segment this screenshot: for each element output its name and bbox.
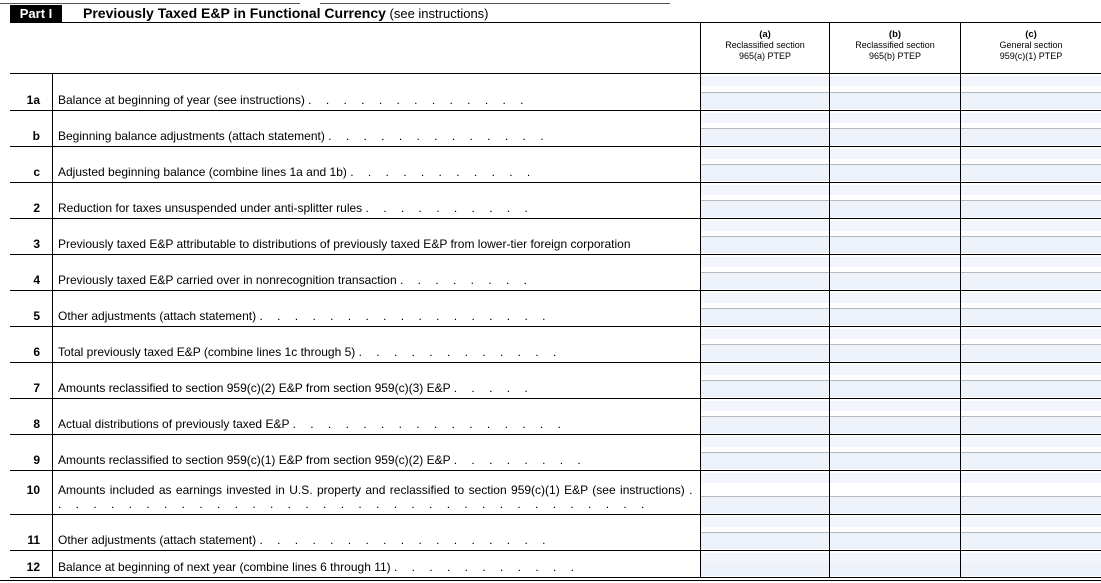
cell-top-tint xyxy=(961,76,1101,86)
cell-top-tint xyxy=(830,293,960,303)
cell-top-tint xyxy=(830,76,960,86)
line-number: 3 xyxy=(33,237,40,251)
amount-cell-col-b[interactable] xyxy=(830,417,960,433)
description-header-blank xyxy=(10,22,700,74)
leader-dots: . . . . . . . . . . . . . xyxy=(308,93,530,107)
line-label-separator xyxy=(52,147,53,183)
line-description-text: Other adjustments (attach statement) xyxy=(58,533,257,547)
cell-top-tint xyxy=(830,257,960,267)
cell-top-tint xyxy=(830,149,960,159)
amount-cell-col-c[interactable] xyxy=(961,345,1101,361)
amount-cell-col-b[interactable] xyxy=(830,345,960,361)
cell-top-tint xyxy=(701,113,829,123)
line-label-separator xyxy=(52,515,53,551)
table-row xyxy=(10,399,1101,435)
line-label-separator xyxy=(52,435,53,471)
leader-dots: . . . . . xyxy=(453,381,534,395)
cell-top-tint xyxy=(701,437,829,447)
cell-top-tint xyxy=(830,365,960,375)
table-row xyxy=(10,435,1101,471)
amount-cell-col-b[interactable] xyxy=(830,237,960,253)
amount-cell-col-a[interactable] xyxy=(701,93,829,109)
column-b-line1: Reclassified section xyxy=(855,40,935,50)
amount-cell-col-c[interactable] xyxy=(961,93,1101,109)
amount-cell-col-a[interactable] xyxy=(701,497,829,513)
leader-dots: . . . . . . . . . . . . . xyxy=(328,129,550,143)
leader-dots: . . . . . . . . . . . . . . . . . . . . . . . . . . . . . . . . . . . xyxy=(58,483,698,511)
line-description-text: Total previously taxed E&P (combine lines 1c through 5) xyxy=(58,345,356,359)
table-row xyxy=(10,291,1101,327)
line-description xyxy=(58,453,698,467)
amount-cell-col-a[interactable] xyxy=(701,237,829,253)
line-label-separator xyxy=(52,327,53,363)
cell-top-tint xyxy=(961,329,1101,339)
cell-top-tint xyxy=(961,473,1101,483)
leader-dots: . . . . . . . . . . xyxy=(365,201,534,215)
cell-top-tint xyxy=(961,221,1101,231)
column-c-letter: (c) xyxy=(1025,29,1037,40)
line-label-separator xyxy=(52,255,53,291)
line-number: 5 xyxy=(33,309,40,323)
table-row xyxy=(10,74,1101,111)
amount-cell-col-c[interactable] xyxy=(961,533,1101,549)
leader-dots: . . . . . . . . . . . . xyxy=(358,345,562,359)
line-description xyxy=(58,345,698,359)
line-number: 7 xyxy=(33,381,40,395)
cell-top-tint xyxy=(961,437,1101,447)
line-label-separator xyxy=(52,471,53,515)
cell-top-tint xyxy=(961,293,1101,303)
cell-top-tint xyxy=(961,365,1101,375)
amount-cell-col-a[interactable] xyxy=(701,165,829,181)
column-c-line2: 959(c)(1) PTEP xyxy=(999,51,1063,61)
amount-cell-col-a[interactable] xyxy=(701,129,829,145)
cell-top-tint xyxy=(830,221,960,231)
line-number: 12 xyxy=(26,560,40,574)
amount-cell-col-c[interactable] xyxy=(961,237,1101,253)
cell-top-tint xyxy=(830,401,960,411)
line-description-text: Amounts included as earnings invested in U.S. property and reclassified to section 959(c)(1) E&P (see instructions) xyxy=(58,483,685,497)
line-number: 6 xyxy=(33,345,40,359)
cell-top-tint xyxy=(830,329,960,339)
column-header-b xyxy=(829,22,960,74)
part-label: Part I xyxy=(10,5,62,22)
amount-cell-col-b[interactable] xyxy=(830,453,960,469)
line-number: b xyxy=(32,129,40,143)
amount-cell-col-b[interactable] xyxy=(830,533,960,549)
line-description-text: Beginning balance adjustments (attach statement) xyxy=(58,129,325,143)
line-number: 10 xyxy=(26,483,40,497)
line-description xyxy=(58,129,698,143)
amount-cell-col-a[interactable] xyxy=(701,453,829,469)
line-label-separator xyxy=(52,219,53,255)
amount-cell-col-b[interactable] xyxy=(830,129,960,145)
cell-top-tint xyxy=(701,185,829,195)
amount-cell-col-c[interactable] xyxy=(961,453,1101,469)
cell-top-tint xyxy=(701,365,829,375)
part-title xyxy=(83,5,489,22)
cell-top-tint xyxy=(961,401,1101,411)
cell-top-tint xyxy=(830,517,960,527)
line-description xyxy=(58,165,698,179)
line-description xyxy=(58,273,698,287)
cell-top-tint xyxy=(961,257,1101,267)
amount-cell-col-c[interactable] xyxy=(961,497,1101,513)
cell-top-tint xyxy=(830,553,960,563)
cell-top-tint xyxy=(961,185,1101,195)
line-description-text: Adjusted beginning balance (combine lines 1a and 1b) xyxy=(58,165,347,179)
line-description xyxy=(58,381,698,395)
table-row xyxy=(10,219,1101,255)
line-label-separator xyxy=(52,291,53,327)
amount-cell-col-c[interactable] xyxy=(961,201,1101,217)
column-header-c xyxy=(960,22,1101,74)
cell-top-tint xyxy=(701,76,829,86)
amount-cell-col-c[interactable] xyxy=(961,381,1101,397)
amount-cell-col-a[interactable] xyxy=(701,417,829,433)
amount-cell-col-a[interactable] xyxy=(701,381,829,397)
amount-cell-col-a[interactable] xyxy=(701,533,829,549)
table-row xyxy=(10,471,1101,515)
amount-cell-col-b[interactable] xyxy=(830,309,960,325)
row-rule xyxy=(10,577,1101,578)
amount-cell-col-c[interactable] xyxy=(961,273,1101,289)
part-title-note: (see instructions) xyxy=(385,6,489,21)
amount-cell-col-b[interactable] xyxy=(830,497,960,513)
table-row xyxy=(10,551,1101,578)
line-description-text: Reduction for taxes unsuspended under anti-splitter rules xyxy=(58,201,363,215)
column-a-line1: Reclassified section xyxy=(725,40,805,50)
form-bottom-rule xyxy=(0,580,1101,581)
leader-dots: . . . . . . . . . . . . . . . . . xyxy=(259,309,551,323)
line-number: 8 xyxy=(33,417,40,431)
amount-cell-col-b[interactable] xyxy=(830,381,960,397)
line-description xyxy=(58,237,698,251)
line-description-text: Previously taxed E&P carried over in nonrecognition transaction xyxy=(58,273,397,287)
leader-dots: . . . . . . . . . . . xyxy=(350,165,536,179)
line-description-text: Actual distributions of previously taxed E&P xyxy=(58,417,290,431)
cell-top-tint xyxy=(961,517,1101,527)
amount-cell-col-c[interactable] xyxy=(961,165,1101,181)
line-label-separator xyxy=(52,183,53,219)
line-description-text: Previously taxed E&P attributable to distributions of previously taxed E&P from lower-tier foreign corporation xyxy=(58,237,631,251)
column-b-letter: (b) xyxy=(888,29,902,40)
amount-cell-col-b[interactable] xyxy=(830,93,960,109)
cell-top-tint xyxy=(701,553,829,563)
amount-cell-col-b[interactable] xyxy=(830,201,960,217)
cell-top-tint xyxy=(830,113,960,123)
leader-dots: . . . . . . . . xyxy=(453,453,587,467)
line-description-text: Amounts reclassified to section 959(c)(1) E&P from section 959(c)(2) E&P xyxy=(58,453,451,467)
line-number: c xyxy=(33,165,40,179)
leader-dots: . . . . . . . . . . . . . . . . . xyxy=(259,533,551,547)
cell-top-tint xyxy=(961,113,1101,123)
line-description-text: Balance at beginning of next year (combine lines 6 through 11) xyxy=(58,560,391,574)
line-description xyxy=(58,93,698,107)
leader-dots: . . . . . . . . . . . . . . . . xyxy=(292,417,567,431)
line-description xyxy=(58,560,698,574)
part-header xyxy=(10,5,1101,23)
cell-top-tint xyxy=(701,401,829,411)
table-row xyxy=(10,111,1101,147)
leader-dots: . . . . . . . . xyxy=(399,273,533,287)
line-label-separator xyxy=(52,111,53,147)
cell-top-tint xyxy=(701,293,829,303)
amount-cell-col-b[interactable] xyxy=(830,273,960,289)
line-description-text: Amounts reclassified to section 959(c)(2) E&P from section 959(c)(3) E&P xyxy=(58,381,451,395)
column-b-line2: 965(b) PTEP xyxy=(868,51,922,61)
amount-cell-col-c[interactable] xyxy=(961,309,1101,325)
line-description-text: Balance at beginning of year (see instructions) xyxy=(58,93,305,107)
leader-dots: . . . . . . . . . . . xyxy=(394,560,580,574)
cell-top-tint xyxy=(701,221,829,231)
amount-cell-col-a[interactable] xyxy=(701,309,829,325)
line-label-separator xyxy=(52,363,53,399)
part-title-text: Previously Taxed E&P in Functional Currency xyxy=(83,5,386,21)
line-label-separator xyxy=(52,74,53,111)
amount-cell-col-a[interactable] xyxy=(701,273,829,289)
line-number: 11 xyxy=(27,533,40,547)
cell-top-tint xyxy=(701,257,829,267)
line-number: 1a xyxy=(26,93,40,107)
line-number: 9 xyxy=(33,453,40,467)
table-row xyxy=(10,183,1101,219)
cell-top-tint xyxy=(961,149,1101,159)
cell-top-tint xyxy=(961,553,1101,563)
amount-cell-col-c[interactable] xyxy=(961,129,1101,145)
line-label-separator xyxy=(52,551,53,578)
line-description xyxy=(58,201,698,215)
column-a-letter: (a) xyxy=(759,29,771,40)
line-description-text: Other adjustments (attach statement) xyxy=(58,309,257,323)
line-description xyxy=(58,309,698,323)
ptep-table xyxy=(10,22,1101,578)
cell-top-tint xyxy=(701,473,829,483)
line-number: 4 xyxy=(33,273,40,287)
amount-cell-col-c[interactable] xyxy=(961,417,1101,433)
column-header-a xyxy=(700,22,829,74)
table-row xyxy=(10,363,1101,399)
line-number: 2 xyxy=(33,201,40,215)
column-c-line1: General section xyxy=(999,40,1063,50)
line-label-separator xyxy=(52,399,53,435)
line-description xyxy=(58,483,698,511)
cell-top-tint xyxy=(830,437,960,447)
cell-top-tint xyxy=(701,517,829,527)
amount-cell-col-a[interactable] xyxy=(701,201,829,217)
amount-cell-col-b[interactable] xyxy=(830,165,960,181)
cell-top-tint xyxy=(830,185,960,195)
cell-top-tint xyxy=(830,473,960,483)
cell-top-tint xyxy=(701,329,829,339)
column-a-line2: 965(a) PTEP xyxy=(738,51,792,61)
line-description xyxy=(58,533,698,547)
amount-cell-col-a[interactable] xyxy=(701,345,829,361)
table-row xyxy=(10,255,1101,291)
table-row xyxy=(10,147,1101,183)
cell-top-tint xyxy=(701,149,829,159)
table-row xyxy=(10,327,1101,363)
line-description xyxy=(58,417,698,431)
table-row xyxy=(10,515,1101,551)
